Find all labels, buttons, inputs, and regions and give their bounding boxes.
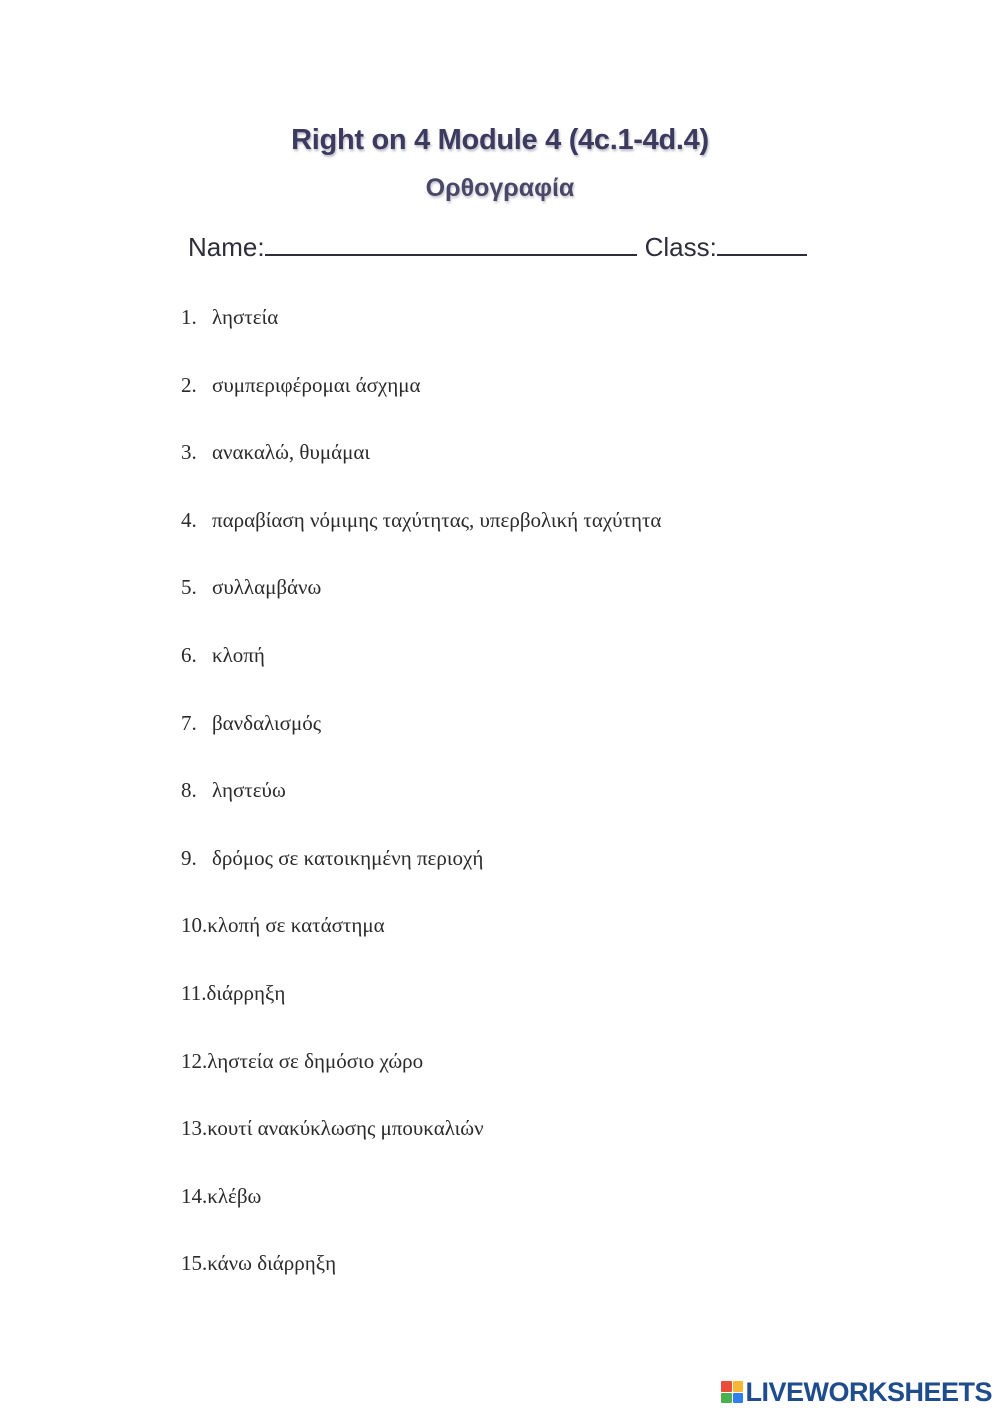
class-label: Class: bbox=[644, 232, 717, 262]
list-item-text: ληστεία σε δημόσιο χώρο bbox=[207, 1048, 424, 1073]
list-item-text: κλέβω bbox=[207, 1183, 262, 1208]
vocabulary-list bbox=[181, 300, 661, 1314]
list-item bbox=[181, 368, 661, 436]
list-item bbox=[181, 1111, 661, 1179]
list-item bbox=[181, 435, 661, 503]
list-item-text: δρόμος σε κατοικημένη περιοχή bbox=[212, 845, 484, 870]
list-item-number: 4. bbox=[181, 507, 197, 532]
list-item-text: κλοπή bbox=[212, 642, 265, 667]
list-item-text: συμπεριφέρομαι άσχημα bbox=[212, 372, 421, 397]
liveworksheets-logo-icon bbox=[721, 1381, 743, 1403]
list-item-number: 1. bbox=[181, 305, 197, 329]
list-item-text: ανακαλώ, θυμάμαι bbox=[212, 440, 371, 465]
list-item-text: βανδαλισμός bbox=[212, 710, 322, 735]
list-item-number: 6. bbox=[181, 642, 197, 667]
list-item-number: 12. bbox=[181, 1048, 208, 1073]
list-item-text: κουτί ανακύκλωσης μπουκαλιών bbox=[207, 1116, 484, 1141]
logo-square bbox=[733, 1381, 744, 1392]
list-item bbox=[181, 1246, 661, 1314]
list-item bbox=[181, 773, 661, 841]
list-item-text: συλλαμβάνω bbox=[212, 575, 322, 600]
list-item bbox=[181, 1044, 661, 1112]
list-item-number: 10. bbox=[181, 913, 208, 938]
list-item-text: ληστεία bbox=[212, 305, 279, 329]
list-item-number: 9. bbox=[181, 845, 197, 870]
list-item bbox=[181, 503, 661, 571]
worksheet-title: Right on 4 Module 4 (4c.1-4d.4) bbox=[291, 124, 709, 156]
list-item-number: 5. bbox=[181, 575, 197, 600]
list-item-text: παραβίαση νόμιμης ταχύτητας, υπερβολική ταχύτητα bbox=[212, 507, 662, 532]
list-item-text: ληστεύω bbox=[212, 778, 286, 803]
logo-text: LIVEWORKSHEETS bbox=[745, 1376, 992, 1407]
list-item bbox=[181, 300, 661, 368]
list-item-number: 7. bbox=[181, 710, 197, 735]
list-item bbox=[181, 841, 661, 909]
list-item bbox=[181, 570, 661, 638]
list-item bbox=[181, 1179, 661, 1247]
logo-square bbox=[721, 1381, 732, 1392]
list-item-text: κλοπή σε κατάστημα bbox=[207, 913, 385, 938]
list-item-number: 2. bbox=[181, 372, 197, 397]
list-item bbox=[181, 908, 661, 976]
name-class-line bbox=[188, 232, 807, 263]
name-blank[interactable] bbox=[265, 232, 637, 256]
liveworksheets-logo bbox=[721, 1377, 992, 1407]
list-item-text: κάνω διάρρηξη bbox=[207, 1251, 337, 1276]
list-item-number: 14. bbox=[181, 1183, 208, 1208]
list-item bbox=[181, 706, 661, 774]
class-blank[interactable] bbox=[717, 232, 807, 256]
logo-square bbox=[721, 1393, 732, 1404]
list-item-number: 3. bbox=[181, 440, 197, 465]
list-item-number: 13. bbox=[181, 1116, 208, 1141]
list-item-number: 15. bbox=[181, 1251, 208, 1276]
name-label: Name: bbox=[188, 232, 265, 262]
worksheet-subtitle: Ορθογραφία bbox=[425, 174, 575, 202]
list-item bbox=[181, 976, 661, 1044]
list-item-number: 8. bbox=[181, 778, 197, 803]
list-item-text: διάρρηξη bbox=[206, 980, 286, 1005]
list-item-number: 11. bbox=[181, 980, 207, 1005]
list-item bbox=[181, 638, 661, 706]
logo-square bbox=[733, 1393, 744, 1404]
